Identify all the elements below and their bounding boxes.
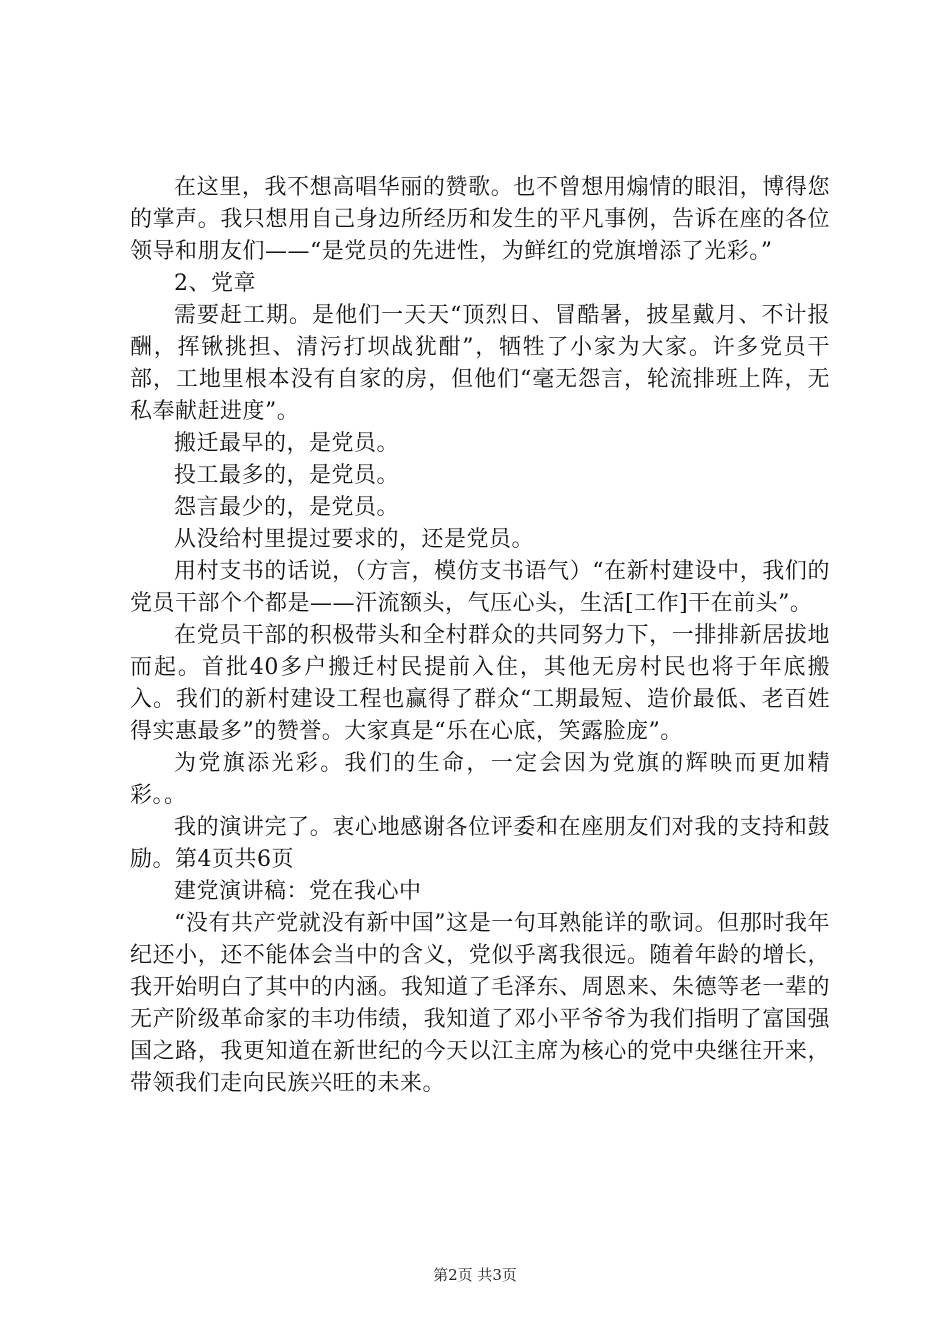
paragraph-most-labor: 投工最多的，是党员。 — [174, 463, 400, 488]
paragraph-relocate-earliest: 搬迁最早的，是党员。 — [174, 431, 400, 456]
paragraph-closing: 我的演讲完了。衷心地感谢各位评委和在座朋友们对我的支持和鼓励。第4页共6页 — [130, 815, 830, 872]
paragraph-party-flag: 为党旗添光彩。我们的生命，一定会因为党旗的辉映而更加精彩。。 — [130, 751, 830, 808]
paragraph-village-secretary: 用村支书的话说，（方言，模仿支书语气）“在新村建设中，我们的党员干部个个都是——汗流额头，气压心头，生活[工作]干在前头”。 — [130, 559, 830, 616]
paragraph-work-schedule: 需要赶工期。是他们一天天“顶烈日、冒酷暑，披星戴月、不计报酬，挥锹挑担、清污打坝战犹酣”，牺牲了小家为大家。许多党员干部，工地里根本没有自家的房，但他们“毫无怨言，轮流排班上阵，无私奉献赶进度”。 — [130, 303, 830, 424]
page-footer: 第2页 共3页 — [433, 1266, 517, 1284]
paragraph-new-homes: 在党员干部的积极带头和全村群众的共同努力下，一排排新居拔地而起。首批40多户搬迁村民提前入住，其他无房村民也将于年底搬入。我们的新村建设工程也赢得了群众“工期最短、造价最低、老百姓得实惠最多”的赞誉。大家真是“乐在心底，笑露脸庞”。 — [130, 623, 830, 744]
document-body — [130, 172, 830, 1100]
paragraph-intro: 在这里，我不想高唱华丽的赞歌。也不曾想用煽情的眼泪，博得您的掌声。我只想用自己身边所经历和发生的平凡事例，告诉在座的各位领导和朋友们——“是党员的先进性，为鲜红的党旗增添了光彩。” — [130, 175, 830, 264]
section-heading-party-constitution: 2、党章 — [174, 271, 256, 296]
paragraph-fewest-complaints: 怨言最少的，是党员。 — [174, 495, 400, 520]
speech-title: 建党演讲稿：党在我心中 — [174, 879, 422, 904]
paragraph-no-requests: 从没给村里提过要求的，还是党员。 — [174, 527, 535, 552]
paragraph-party-in-heart: “没有共产党就没有新中国”这是一句耳熟能详的歌词。但那时我年纪还小，还不能体会当中的含义，党似乎离我很远。随着年龄的增长，我开始明白了其中的内涵。我知道了毛泽东、周恩来、朱德等老一辈的无产阶级革命家的丰功伟绩，我知道了邓小平爷爷为我们指明了富国强国之路，我更知道在新世纪的今天以江主席为核心的党中央继往开来，带领我们走向民族兴旺的未来。 — [130, 911, 830, 1096]
